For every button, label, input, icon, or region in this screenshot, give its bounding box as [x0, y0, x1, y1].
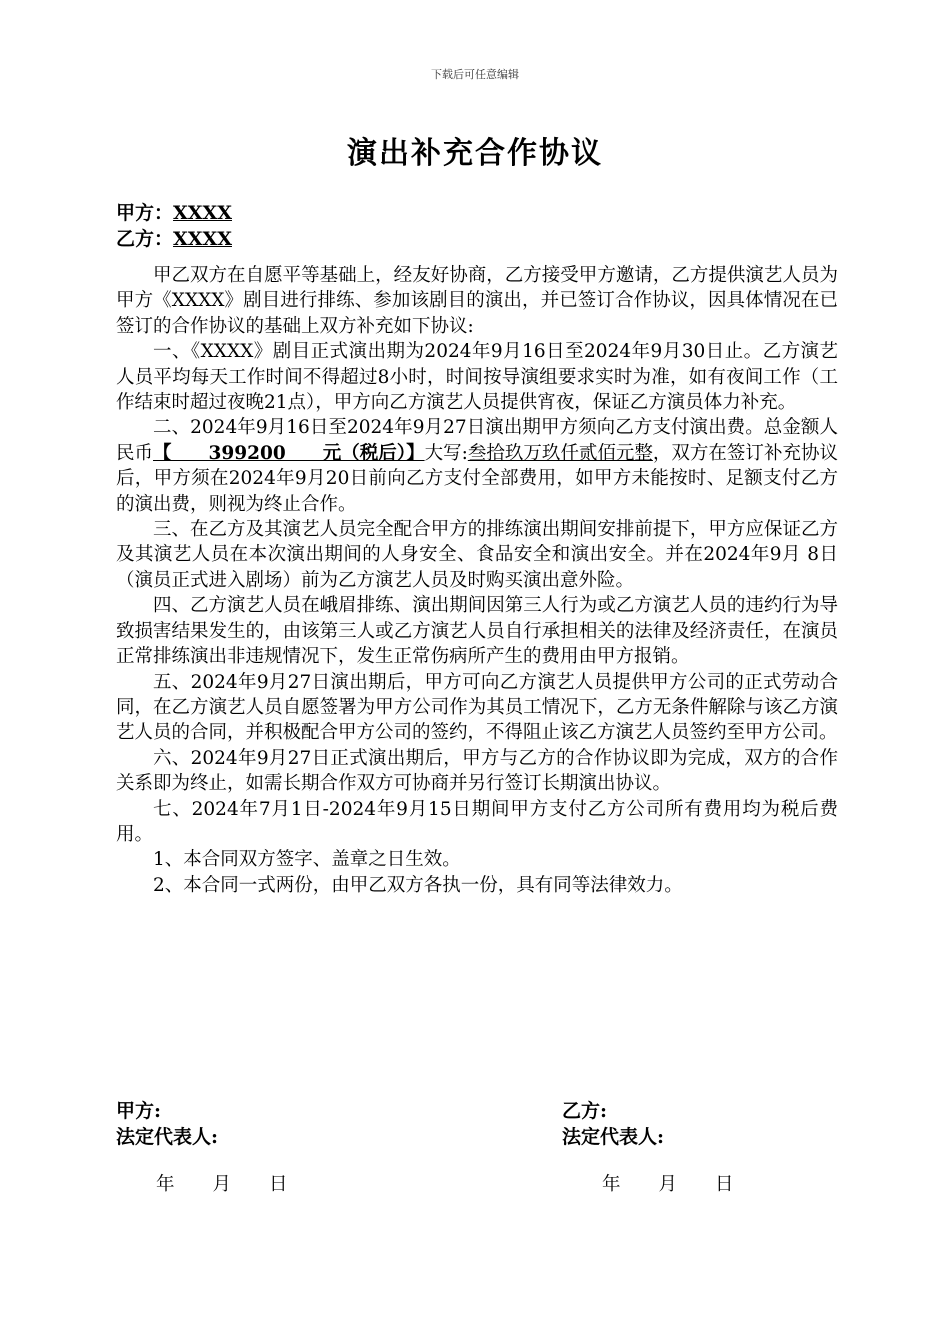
date-a-month: 月	[212, 1174, 232, 1195]
signature-block-b	[562, 1098, 664, 1150]
clause-2-lead: 二、2024年9月16日至2024年9月27日演出期甲方须向乙方支付演出费。总金额人民币	[116, 417, 838, 464]
party-a-label: 甲方：	[116, 202, 174, 224]
party-b-line	[116, 226, 232, 252]
clause-7: 七、2024年7月1日-2024年9月15日期间甲方支付乙方公司所有费用均为税后费用。	[116, 798, 838, 845]
note-1: 1、本合同双方签字、盖章之日生效。	[153, 849, 461, 871]
party-b-label: 乙方：	[116, 228, 174, 250]
clause-6: 六、2024年9月27日正式演出期后，甲方与乙方的合作协议即为完成，双方的合作关系即为终止，如需长期合作双方可协商并另行签订长期演出协议。	[116, 747, 838, 795]
clause-2-tail: ，双方在签订补充协议后，甲方须在2024年9月20日前向乙方支付全部费用，如甲方未能按时、足额支付乙方的演出费，则视为终止合作。	[116, 442, 838, 515]
signature-b-rep: 法定代表人:	[562, 1126, 665, 1148]
clause-2-mid: 大写:	[424, 442, 468, 464]
clause-5: 五、2024年9月27日演出期后，甲方可向乙方演艺人员提供甲方公司的正式劳动合同，在乙方演艺人员自愿签署为甲方公司作为其员工情况下，乙方无条件解除与该乙方演艺人员的合同，并积极配合甲方公司的签约，不得阻止该乙方演艺人员签约至甲方公司。	[116, 671, 838, 744]
parties-block	[116, 200, 232, 252]
party-b-value: XXXX	[173, 228, 232, 250]
date-a-year: 年	[156, 1174, 175, 1195]
signature-a-rep: 法定代表人:	[116, 1126, 219, 1148]
party-a-line	[116, 200, 232, 226]
agreement-body	[116, 263, 838, 898]
signature-block-a	[116, 1098, 218, 1150]
note-2: 2、本合同一式两份，由甲乙双方各执一份，具有同等法律效力。	[153, 874, 683, 896]
signature-b-party: 乙方:	[562, 1100, 608, 1122]
header-note: 下载后可任意编辑	[431, 68, 519, 81]
page-title: 演出补充合作协议	[347, 136, 603, 171]
date-b-year: 年	[602, 1174, 621, 1195]
signature-a-party: 甲方:	[116, 1100, 162, 1122]
clause-2-amount-words: 叁拾玖万玖仟贰佰元整	[467, 442, 653, 464]
date-b-day: 日	[715, 1174, 734, 1195]
clause-1: 一、《XXXX》剧目正式演出期为2024年9月16日至2024年9月30日止。乙方演艺人员平均每天工作时间不得超过8小时，时间按导演组要求实时为准，如有夜间工作（工作结束时超过夜晚21点），甲方向乙方演艺人员提供宵夜，保证乙方演员体力补充。	[116, 341, 838, 414]
intro-paragraph: 甲乙双方在自愿平等基础上，经友好协商，乙方接受甲方邀请，乙方提供演艺人员为甲方《XXXX》剧目进行排练、参加该剧目的演出，并已签订合作协议，因具体情况在已签订的合作协议的基础上双方补充如下协议:	[116, 265, 838, 337]
party-a-value: XXXX	[173, 202, 232, 224]
clause-4: 四、乙方演艺人员在峨眉排练、演出期间因第三人行为或乙方演艺人员的违约行为导致损害结果发生的，由该第三人或乙方演艺人员自行承担相关的法律及经济责任，在演员正常排练演出非违规情况下，发生正常伤病所产生的费用由甲方报销。	[116, 595, 838, 668]
date-b-month: 月	[658, 1174, 678, 1195]
clause-3: 三、在乙方及其演艺人员完全配合甲方的排练演出期间安排前提下，甲方应保证乙方及其演艺人员在本次演出期间的人身安全、食品安全和演出安全。并在2024年9月 8日（演员正式进入剧场）前为乙方演艺人员及时购买演出意外险。	[116, 519, 838, 591]
date-line-b	[602, 1170, 772, 1196]
date-line-a	[156, 1170, 326, 1196]
clause-2-amount: 【 399200 元（税后）】	[153, 442, 425, 464]
date-a-day: 日	[269, 1174, 288, 1195]
clause-2	[116, 415, 838, 517]
